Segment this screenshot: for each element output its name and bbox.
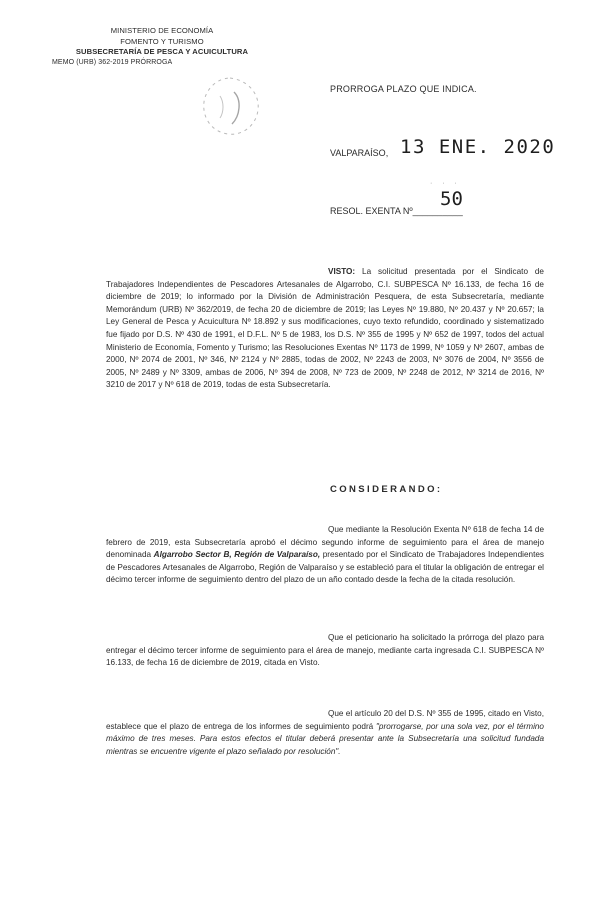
c3-quote: "prorrogarse, por una sola vez, por el término máximo de tres meses. Para estos efectos el titular deberá presentar ante la Subsecretaría una solicitud fundada mientras se encuentre vigente el plazo señalado por resolución".: [106, 721, 544, 756]
visto-paragraph: [106, 266, 544, 392]
document-subject: PRORROGA PLAZO QUE INDICA.: [330, 84, 477, 94]
date-stamp: 13 ENE. 2020: [400, 136, 556, 158]
considerando-3: [106, 708, 544, 758]
ministry-name-2: FOMENTO Y TURISMO: [120, 36, 204, 46]
c2-text: Que el peticionario ha solicitado la prórroga del plazo para entregar el décimo tercer informe de seguimiento para el área de manejo, mediante carta ingresada C.I. SUBPESCA Nº 16.133, de fecha 16 de diciembre de 2019, citada en Visto.: [106, 633, 544, 668]
resolution-label-text: RESOL. EXENTA Nº: [330, 206, 413, 216]
c1-text-b: presentado por el Sindicato de Trabajadores Independientes de Pescadores Artesanales de Algarrobo, Región de Valparaíso y se estableció para el titular la obligación de entregar el décimo tercer informe de seguimiento dentro del plazo de un año contado desde la fecha de la citada resolución.: [106, 550, 544, 585]
considerando-1: [106, 524, 544, 587]
resolution-label: [330, 206, 463, 216]
resolution-number: 50: [440, 188, 463, 210]
considerando-2: [106, 632, 544, 670]
c1-text-a: Que mediante la Resolución Exenta Nº 618 de fecha 14 de febrero de 2019, esta Subsecretaría aprobó el décimo segundo informe de seguimiento para el área de manejo denominada: [106, 525, 544, 560]
faded-seal-stamp: [190, 72, 270, 142]
letterhead: [52, 26, 272, 68]
visto-lead: VISTO:: [328, 267, 356, 276]
visto-text: La solicitud presentada por el Sindicato de Trabajadores Independientes de Pescadores Artesanales de Algarrobo, C.I. SUBPESCA Nº 16.133, de fecha 16 de diciembre de 2019; lo informado por la División de Administración Pesquera, de esta Subsecretaría, mediante Memorándum (URB) Nº 362/2019, de fecha 20 de diciembre de 2019; las Leyes Nº 19.880, Nº 20.437 y Nº 20.657; la Ley General de Pesca y Acuicultura Nº 18.892 y sus modificaciones, cuyo texto refundido, coordinado y sistematizado fue fijado por D.S. Nº 430 de 1991, el D.F.L. Nº 5 de 1983, los D.S. Nº 355 de 1995 y Nº 652 de 1997, todos del actual Ministerio de Economía, Fomento y Turismo; las Resoluciones Exentas Nº 1173 de 1999, Nº 1059 y Nº 2607, ambas de 2000, Nº 2074 de 2001, Nº 346, Nº 2124 y Nº 2885, todas de 2002, Nº 2243 de 2003, Nº 3076 de 2004, Nº 3556 de 2005, Nº 2489 y Nº 3309, ambas de 2006, Nº 394 de 2008, Nº 723 de 2009, Nº 2248 de 2012, Nº 3214 de 2016, Nº 3210 de 2017 y Nº 618 de 2019, todas de esta Subsecretaría.: [106, 267, 544, 390]
stamp-dots: · · ·: [430, 180, 461, 187]
resolution-blank: __________: [412, 206, 463, 216]
subsecretaria-name: SUBSECRETARÍA DE PESCA Y ACUICULTURA: [75, 47, 249, 56]
c1-area-name: Algarrobo Sector B, Región de Valparaíso,: [153, 550, 321, 560]
memo-reference: MEMO (URB) 362-2019 PRÓRROGA: [52, 58, 173, 66]
c3-text-a: Que el artículo 20 del D.S. Nº 355 de 1995, citado en Visto, establece que el plazo de entrega de los informes de seguimiento podrá: [106, 709, 544, 731]
considerando-heading: CONSIDERANDO:: [330, 484, 443, 495]
ministry-name: MINISTERIO DE ECONOMÍA: [110, 26, 214, 35]
place-label: VALPARAÍSO,: [330, 148, 389, 158]
